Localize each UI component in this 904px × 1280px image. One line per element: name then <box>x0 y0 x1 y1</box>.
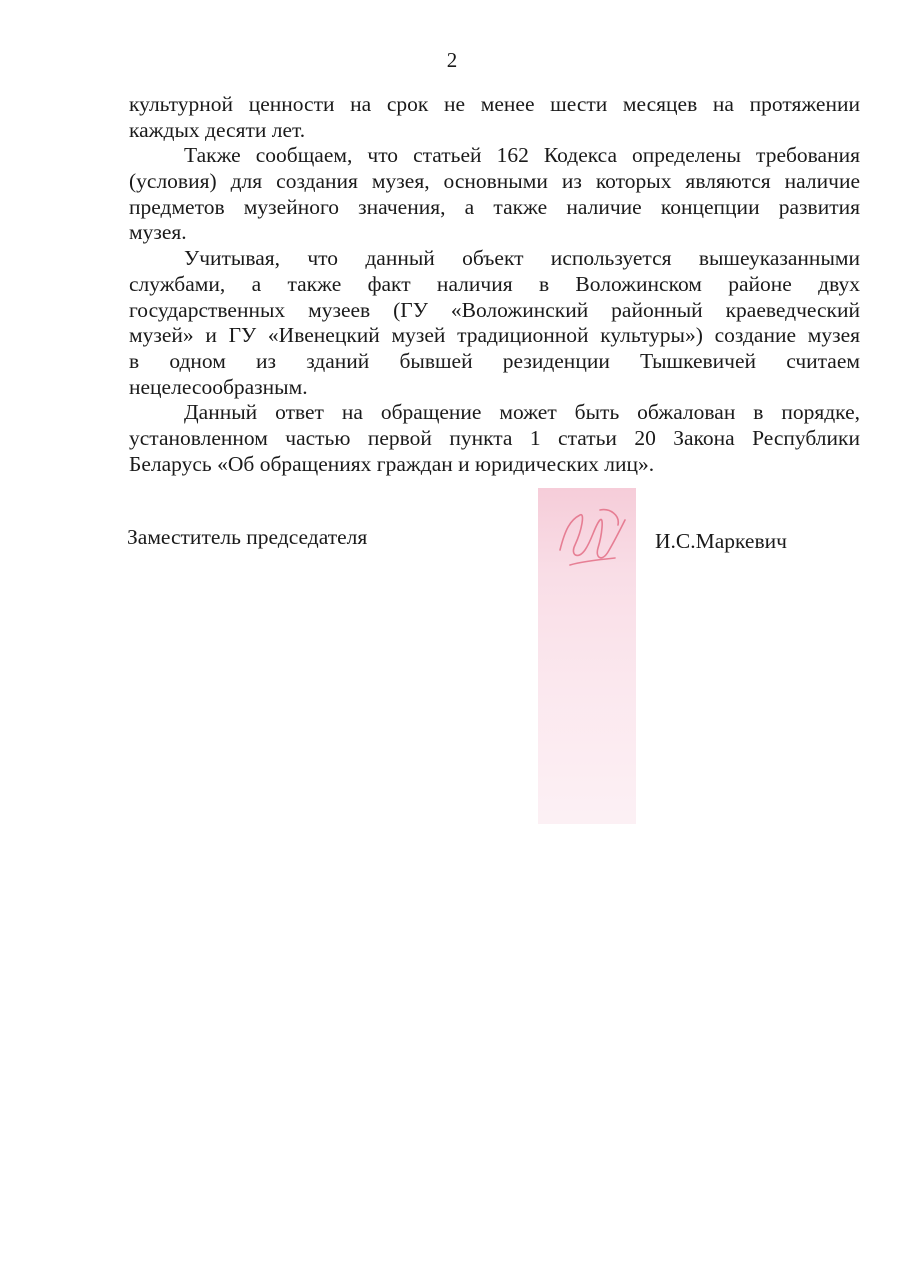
text-line: каждых десяти лет. <box>129 117 306 142</box>
text-line: культурной ценности на срок не менее шести месяцев на протяжении <box>129 92 860 116</box>
text-line: в одном из зданий бывшей резиденции Тышкевичей считаем <box>129 348 860 373</box>
text-line: предметов музейного значения, а также наличие концепции развития <box>129 194 860 219</box>
text-line: Учитывая, что данный объект используется вышеуказанными <box>184 246 860 271</box>
text-line: нецелесообразным. <box>129 374 308 399</box>
page-number: 2 <box>446 48 458 72</box>
paragraph-1 <box>129 92 860 143</box>
text-line: (условия) для создания музея, основными из которых являются наличие <box>129 169 860 194</box>
text-line: службами, а также факт наличия в Воложинском районе двух <box>129 271 860 296</box>
signatory-title: Заместитель председателя <box>127 525 368 549</box>
text-line: музея. <box>129 220 187 245</box>
text-line: Данный ответ на обращение может быть обжалован в порядке, <box>184 400 860 425</box>
paragraph-2 <box>129 143 860 246</box>
text-line: музей» и ГУ «Ивенецкий музей традиционной культуры») создание музея <box>129 323 860 348</box>
signatory-name: И.С.Маркевич <box>655 529 787 553</box>
paragraph-3 <box>129 246 860 400</box>
letter-body <box>129 92 860 477</box>
text-line: государственных музеев (ГУ «Воложинский районный краеведческий <box>129 297 860 322</box>
handwritten-signature <box>540 490 640 590</box>
text-line: установленном частью первой пункта 1 статьи 20 Закона Республики <box>129 425 860 450</box>
paragraph-4 <box>129 400 860 477</box>
text-line: Беларусь «Об обращениях граждан и юридических лиц». <box>129 451 655 476</box>
text-line: Также сообщаем, что статьей 162 Кодекса определены требования <box>184 143 860 168</box>
